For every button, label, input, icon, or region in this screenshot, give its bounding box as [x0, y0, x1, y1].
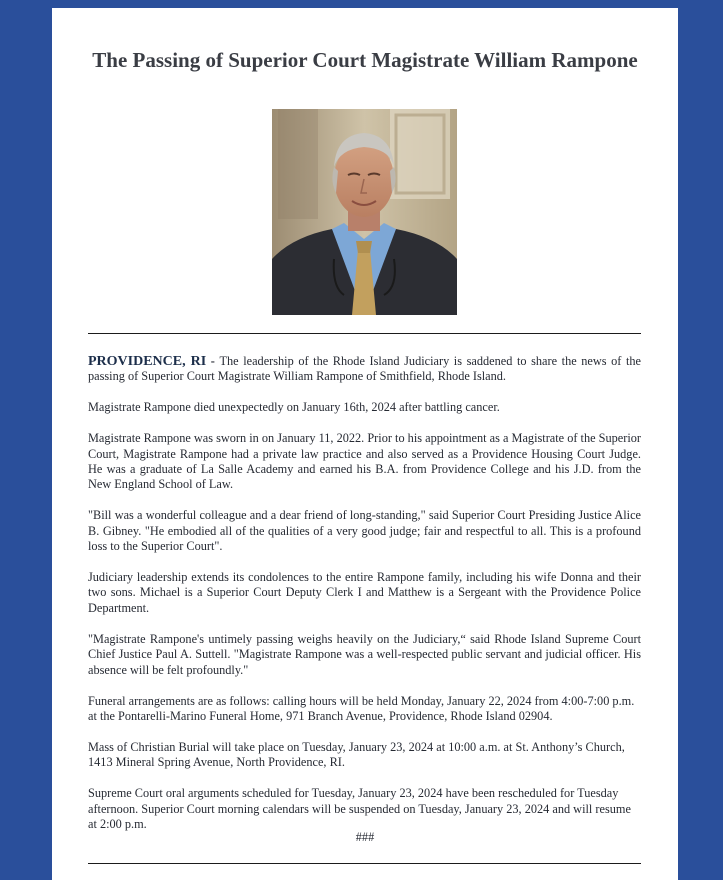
paragraph: Magistrate Rampone died unexpectedly on January 16th, 2024 after battling cancer. — [88, 400, 500, 415]
paragraph: "Magistrate Rampone's untimely passing weighs heavily on the Judiciary,“ said Rhode Island Supreme Court Chief Justice Paul A. Suttell. "Magistrate Rampone was a well-respected public servant and judicial officer. His absence will be felt profoundly." — [88, 631, 641, 677]
portrait-illustration — [272, 109, 457, 315]
bottom-divider — [88, 863, 641, 864]
top-divider — [88, 333, 641, 334]
paragraph: Judiciary leadership extends its condolences to the entire Rampone family, including his wife Donna and their two sons. Michael is a Superior Court Deputy Clerk I and Matthew is a Sergeant with the Providence Police Department. — [88, 570, 641, 615]
lead-paragraph — [88, 354, 641, 385]
paragraph-text: The leadership of the Rhode Island Judiciary is saddened to share the news of the passing of Superior Court Magistrate William Rampone of Smithfield, Rhode Island. — [88, 354, 641, 384]
page-title: The Passing of Superior Court Magistrate William Rampone — [92, 48, 638, 73]
article-body — [88, 354, 641, 848]
paragraph: "Bill was a wonderful colleague and a dear friend of long-standing," said Superior Court Presiding Justice Alice B. Gibney. "He embodied all of the qualities of a very good judge; fair and respectful to all. This is a profound loss to the Superior Court". — [88, 508, 641, 554]
portrait-photo — [272, 109, 457, 315]
press-release-page — [52, 8, 678, 880]
paragraph: Funeral arrangements are as follows: calling hours will be held Monday, January 22, 2024 from 4:00-7:00 p.m. at the Pontarelli-Marino Funeral Home, 971 Branch Avenue, Providence, Rhode Island 02904. — [88, 693, 635, 723]
paragraph: Magistrate Rampone was sworn in on January 11, 2022. Prior to his appointment as a Magistrate of the Superior Court, Magistrate Rampone had a private law practice and also served as a Providence Housing Court Judge. He was a graduate of La Salle Academy and earned his B.A. from Providence College and his J.D. from the New England School of Law. — [88, 431, 641, 492]
paragraph: Supreme Court oral arguments scheduled for Tuesday, January 23, 2024 have been rescheduled for Tuesday afternoon. Superior Court morning calendars will be suspended on Tuesday, January 23, 2024 and will resume at 2:00 p.m. — [88, 786, 631, 831]
paragraph: Mass of Christian Burial will take place on Tuesday, January 23, 2024 at 10:00 a.m. at St. Anthony’s Church, 1413 Mineral Spring Avenue, North Providence, RI. — [88, 739, 625, 770]
dateline-separator: - — [206, 354, 220, 368]
dateline: PROVIDENCE, RI — [88, 354, 207, 369]
end-mark: ### — [355, 830, 375, 844]
